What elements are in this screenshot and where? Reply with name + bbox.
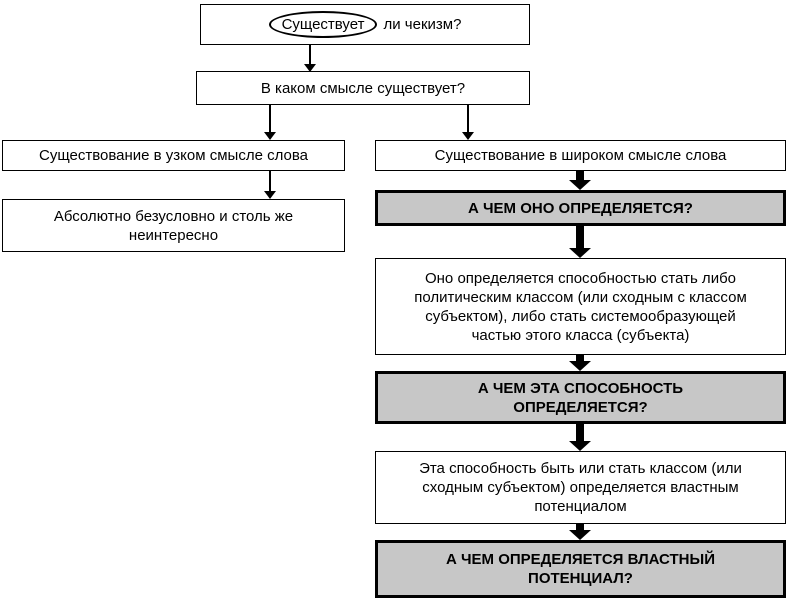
arrow-shaft <box>269 105 271 132</box>
node-narrow-sense <box>2 140 345 171</box>
arrow-shaft <box>576 171 584 180</box>
text-line: потенциалом <box>534 498 627 515</box>
text-line: ПОТЕНЦИАЛ? <box>528 570 633 587</box>
text-line: Оно определяется способностью стать либо <box>424 269 736 287</box>
arrow-shaft <box>467 105 469 132</box>
answer-ability-text <box>414 269 747 345</box>
sense-question-text: В каком смысле существует? <box>260 79 466 97</box>
text-line: сходным субъектом) определяется властным <box>422 479 739 496</box>
arrow-shaft <box>576 226 584 248</box>
node-question-potential <box>375 540 786 598</box>
text-line: политическим классом (или сходным с классом <box>414 288 747 306</box>
question-ability-text <box>478 379 683 417</box>
arrow-head <box>462 132 474 140</box>
node-narrow-result <box>2 199 345 252</box>
text-line: субъектом), либо стать системообразующей <box>425 307 736 325</box>
text-line: Эта способность быть или стать классом (или <box>419 460 742 477</box>
arrow-q2-to-a2 <box>568 424 592 451</box>
arrow-head <box>569 180 591 190</box>
arrow-head <box>569 248 591 258</box>
arrow-broad-to-q1 <box>568 171 592 190</box>
narrow-sense-text: Существование в узком смысле слова <box>38 147 308 164</box>
arrow-head <box>264 132 276 140</box>
node-question-determined <box>375 190 786 226</box>
text-line: неинтересно <box>128 226 219 244</box>
node-root-question <box>200 4 530 45</box>
arrow-shaft <box>309 45 311 64</box>
root-question-text <box>269 11 462 38</box>
node-sense-question <box>196 71 530 105</box>
arrow-head <box>264 191 276 199</box>
question-determined-text: А ЧЕМ ОНО ОПРЕДЕЛЯЕТСЯ? <box>468 199 693 217</box>
arrow-sense-to-broad <box>458 105 478 140</box>
text-line: А ЧЕМ ОПРЕДЕЛЯЕТСЯ ВЛАСТНЫЙ <box>446 551 715 568</box>
arrow-narrow-to-result <box>260 171 280 199</box>
emphasis-ellipse <box>269 11 378 38</box>
arrow-a1-to-q2 <box>568 355 592 371</box>
arrow-shaft <box>576 424 584 441</box>
question-potential-text <box>446 550 715 588</box>
node-answer-ability <box>375 258 786 355</box>
text-line: частью этого класса (субъекта) <box>471 326 690 344</box>
arrow-root-to-sense <box>300 45 320 72</box>
root-question-rest: ли чекизм? <box>383 16 462 33</box>
node-question-ability <box>375 371 786 424</box>
narrow-result-text <box>54 207 293 245</box>
arrow-head <box>569 530 591 540</box>
broad-sense-text: Существование в широком смысле слова <box>434 147 727 164</box>
arrow-sense-to-narrow <box>260 105 280 140</box>
text-line: А ЧЕМ ЭТА СПОСОБНОСТЬ <box>477 379 684 397</box>
arrow-shaft <box>269 171 271 191</box>
arrow-head <box>569 441 591 451</box>
arrow-q1-to-a1 <box>568 226 592 258</box>
answer-potential-text <box>419 459 742 516</box>
node-broad-sense <box>375 140 786 171</box>
arrow-a2-to-q3 <box>568 524 592 540</box>
text-line: ОПРЕДЕЛЯЕТСЯ? <box>513 398 648 416</box>
node-answer-potential <box>375 451 786 524</box>
arrow-head <box>569 361 591 371</box>
text-line: Абсолютно безусловно и столь же <box>53 207 294 225</box>
root-question-word: Существует <box>281 16 365 33</box>
